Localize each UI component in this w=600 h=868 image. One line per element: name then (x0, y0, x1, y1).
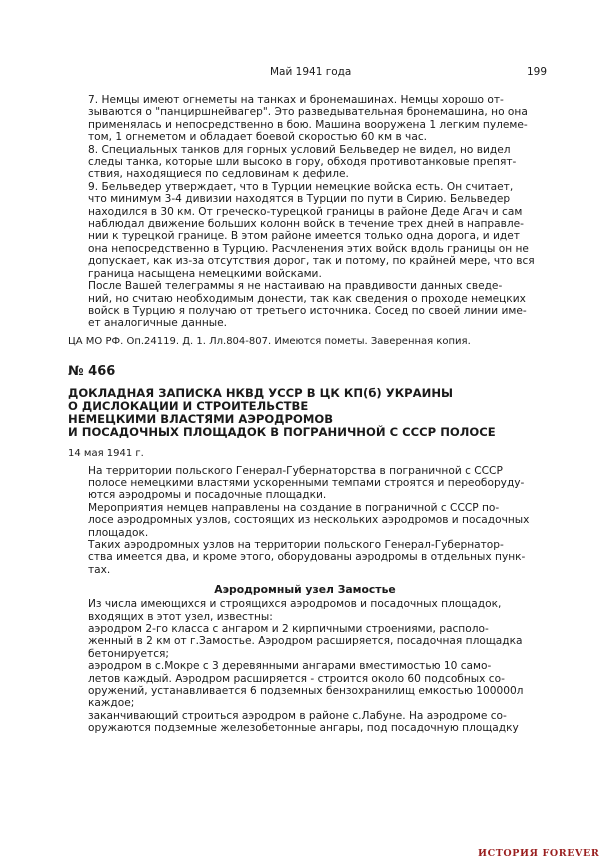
running-header (0, 66, 600, 82)
document-number: № 466 (68, 363, 116, 379)
archive-source: ЦА МО РФ. Оп.24119. Д. 1. Лл.804-807. Имеются пометы. Заверенная копия. (68, 335, 471, 347)
paragraph-closing: После Вашей телеграммы я не настаиваю на правдивости данных сведе- ний, но считаю необходимым донести, так как сведения о проходе немецких войск в Турцию я получаю от третьего источника. Сосед по своей линии име- ет аналогичные данные. (88, 280, 527, 330)
document-date: 14 мая 1941 г. (68, 447, 144, 459)
running-title: Май 1941 года (270, 66, 352, 78)
paragraph-7: 7. Немцы имеют огнеметы на танках и бронемашинах. Немцы хорошо от- зываются о "панциршнейвагер". Это разведывательная бронемашина, но она применялась и непосредственно в бою. Машина вооружена 1 легким пулеме- том, 1 огнеметом и обладает боевой скоростью 60 км в час. (88, 94, 528, 144)
document-title: ДОКЛАДНАЯ ЗАПИСКА НКВД УССР В ЦК КП(б) УКРАИНЫ О ДИСЛОКАЦИИ И СТРОИТЕЛЬСТВЕ НЕМЕЦКИМИ ВЛАСТЯМИ АЭРОДРОМОВ И ПОСАДОЧНЫХ ПЛОЩАДОК В ПОГРАНИЧНОЙ С СССР ПОЛОСЕ (68, 385, 496, 440)
site-watermark: ИСТОРИЯ FOREVER (478, 848, 600, 859)
intro-paragraph-1: На территории польского Генерал-Губернаторства в пограничной с СССР полосе немецкими властями ускоренными темпами строятся и переоборуду- ются аэродромы и посадочные площадки. (88, 464, 525, 502)
section-paragraph-1: Из числа имеющихся и строящихся аэродромов и посадочных площадок, входящих в этот узел, известны: (88, 598, 502, 623)
paragraph-9: 9. Бельведер утверждает, что в Турции немецкие войска есть. Он считает, что минимум 3-4 дивизии находятся в Турции по пути в Сирию. Бельведер находился в 30 км. От греческо-турецкой границы в районе Деде Агач и сам наблюдал движение больших колонн войск в течение трех дней в направле- нии к турецкой границе. В этом районе имеется только одна дорога, и идет она непосредственно в Турцию. Расчленения этих войск вдоль границы он не допускает, как из-за отсутствия дорог, так и потому, по крайней мере, что вся граница насыщена немецкими войсками. (88, 180, 535, 280)
section-paragraph-3: аэродром в с.Мокре с 3 деревянными ангарами вместимостью 10 само- летов каждый. Аэродром расширяется - строится около 60 подсобных со- оружений, устанавливается 6 подземных бензохранилищ емкостью 100000л каждое; (88, 660, 524, 710)
section-heading: Аэродромный узел Замостье (214, 583, 396, 597)
section-paragraph-4: заканчивающий строиться аэродром в районе с.Лабуне. На аэродроме со- оружаются подземные железобетонные ангары, под посадочную площадку (88, 709, 519, 735)
paragraph-8: 8. Специальных танков для горных условий Бельведер не видел, но видел следы танка, которые шли высоко в гору, обходя противотанковые препят- ствия, находящиеся по седловинам к дефиле. (88, 143, 517, 181)
page-body (68, 94, 542, 735)
section-paragraph-2: аэродром 2-го класса с ангаром и 2 кирпичными строениями, располо- женный в 2 км от г.Замостье. Аэродром расширяется, посадочная площадка бетонируется; (88, 623, 523, 660)
page-number: 199 (527, 66, 548, 78)
intro-paragraph-3: Таких аэродромных узлов на территории польского Генерал-Губернатор- ства имеется два, и кроме этого, оборудованы аэродромы в отдельных пунк- тах. (88, 538, 526, 576)
intro-paragraph-2: Мероприятия немцев направлены на создание в пограничной с СССР по- лосе аэродромных узлов, состоящих из нескольких аэродромов и посадочных площадок. (88, 501, 530, 539)
